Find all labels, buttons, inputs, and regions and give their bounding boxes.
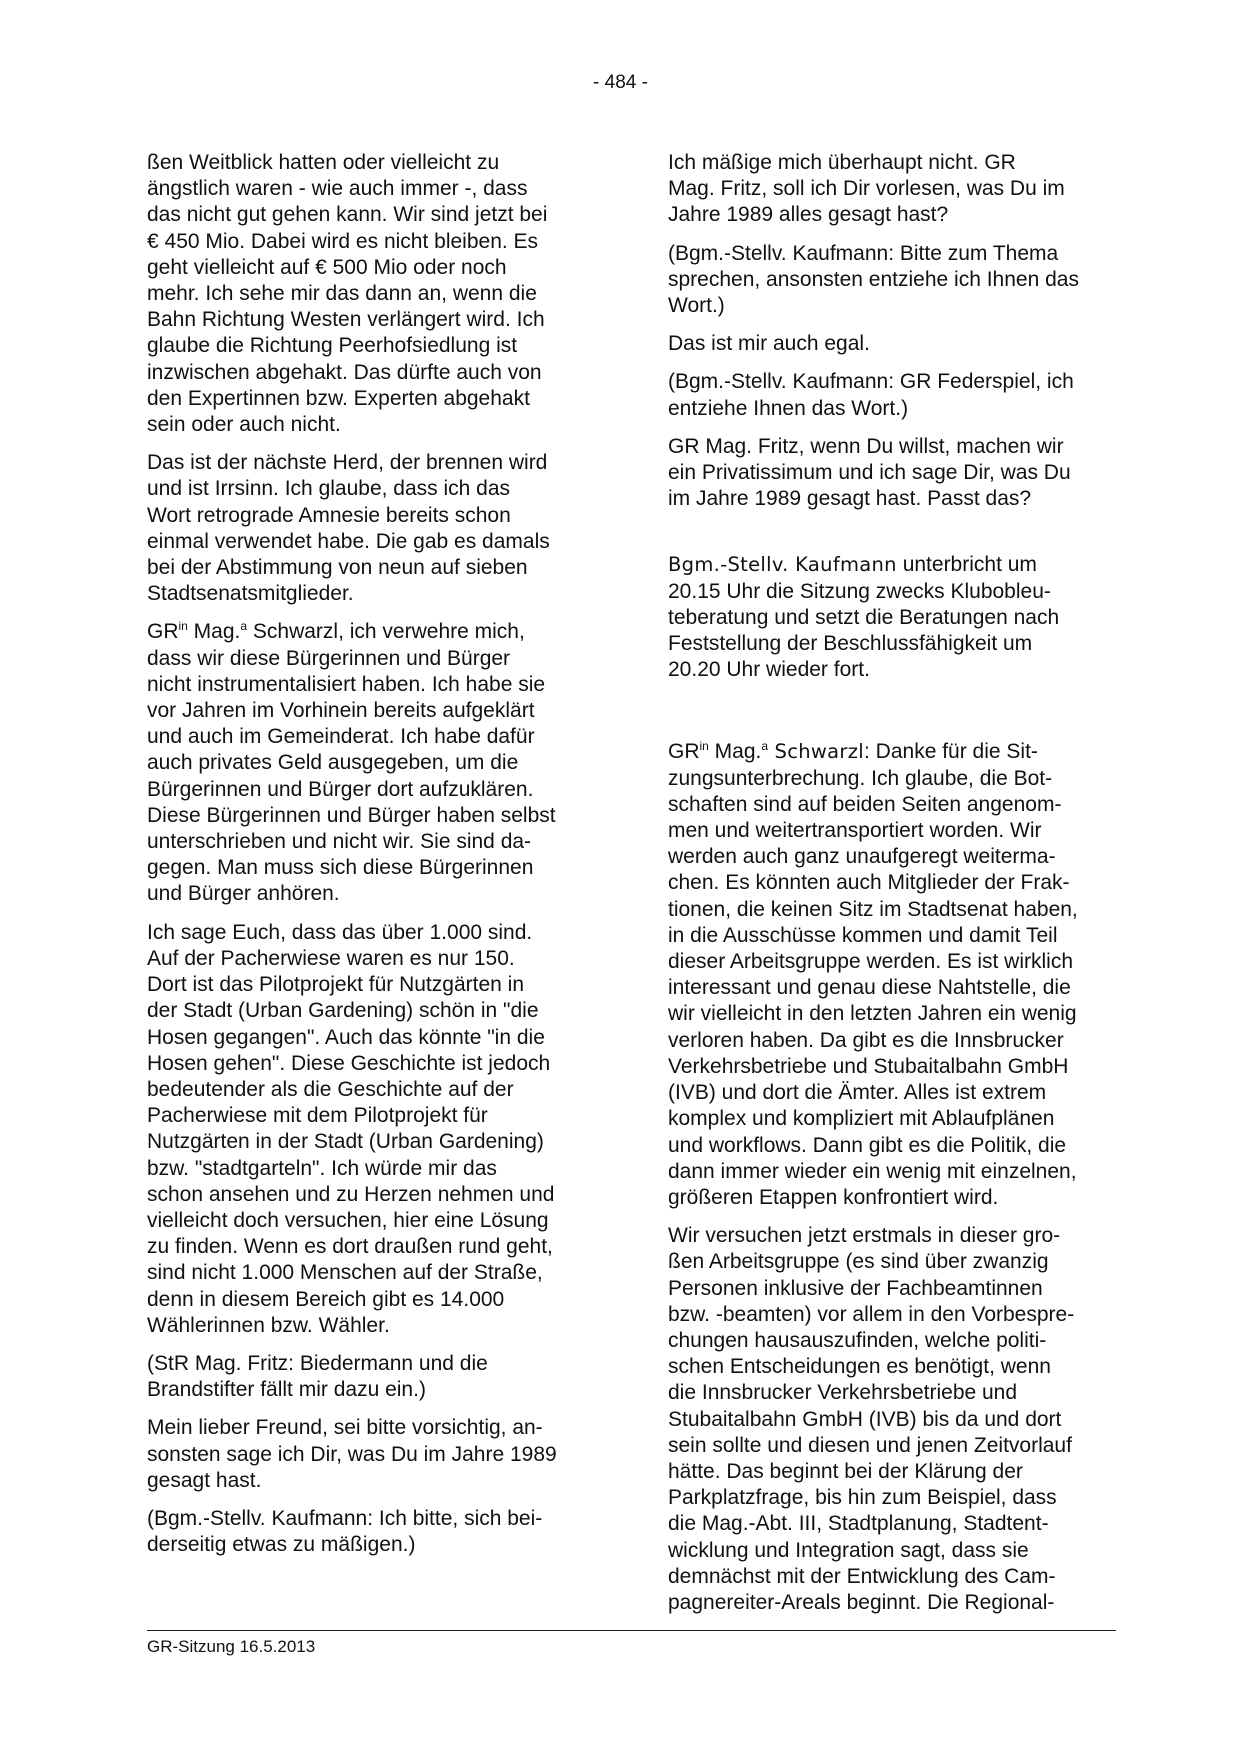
title-mag: Mag. <box>708 740 762 764</box>
title-gr-superscript: in <box>178 619 188 634</box>
footer-session-date: GR-Sitzung 16.5.2013 <box>147 1637 316 1656</box>
paragraph: Ich mäßige mich überhaupt nicht. GR Mag. Fritz, soll ich Dir vorlesen, was Du im Jahre 1989 alles gesagt hast? <box>668 151 1065 227</box>
procedural-note <box>668 552 1123 683</box>
paragraph: GR Mag. Fritz, wenn Du willst, machen wir ein Privatissimum und ich sage Dir, was Du im Jahre 1989 gesagt hast. Passt das? <box>668 434 1071 511</box>
title-gr-superscript: in <box>699 739 709 754</box>
paragraph: ßen Weitblick hatten oder vielleicht zu ängstlich waren - wie auch immer -, dass das nicht gut gehen kann. Wir sind jetzt bei € 450 Mio. Dabei wird es nicht bleiben. Es geht vielleicht auf € 500 Mio oder noch mehr. Ich sehe mir das dann an, wenn die Bahn Richtung Westen verlängert wird. Ich glaube die Richtung Peerhofsiedlung ist inzwischen abgehakt. Das dürfte auch von den Expertinnen bzw. Experten abgehakt sein oder auch nicht. <box>147 151 548 437</box>
title-gr: GR <box>668 740 700 764</box>
interjection: (StR Mag. Fritz: Biedermann und die Brandstifter fällt mir dazu ein.) <box>147 1351 488 1402</box>
interjection: (Bgm.-Stellv. Kaufmann: Bitte zum Thema sprechen, ansonsten entziehe ich Ihnen das Wort.) <box>668 241 1079 318</box>
paragraph-speaker-schwarzl <box>668 739 1123 1211</box>
title-gr: GR <box>147 620 179 644</box>
paragraph-text: : Danke für die Sit- zungsunterbrechung. Ich glaube, die Bot- schaften sind auf beiden Seiten angenom- men und weitertransportiert worden. Wir werden auch ganz unaufgeregt weiterma- chen. Es könnten auch Mitglieder der Frak- tionen, die keinen Sitz im Stadtsenat haben, in die Ausschüsse kommen und damit Teil dieser Arbeitsgruppe werden. Es ist wirklich interessant und genau diese Nahtstelle, die wir vielleicht in den letzten Jahren ein wenig verloren haben. Da gibt es die Innsbrucker Verkehrsbetriebe und Stubaitalbahn GmbH (IVB) und dort die Ämter. Alles ist extrem komplex und kompliziert mit Ablaufplänen und workflows. Dann gibt es die Politik, die dann immer wieder ein wenig mit einzelnen, größeren Etappen konfrontiert wird. <box>668 740 1078 1209</box>
paragraph: Mein lieber Freund, sei bitte vorsichtig, an- sonsten sage ich Dir, was Du im Jahre 1989 gesagt hast. <box>147 1416 557 1492</box>
title-mag-superscript: a <box>240 619 248 634</box>
interjection: (Bgm.-Stellv. Kaufmann: GR Federspiel, ich entziehe Ihnen das Wort.) <box>668 370 1074 420</box>
paragraph: Wir versuchen jetzt erstmals in dieser gro- ßen Arbeitsgruppe (es sind über zwanzig Personen inklusive der Fachbeamtinnen bzw. -beamten) vor allem in den Vorbespre- chungen hausauszufinden, welche politi- schen Entscheidungen es benötigt, wenn die Innsbrucker Verkehrsbetriebe und Stubaitalbahn GmbH (IVB) bis da und dort sein sollte und diesen und jenen Zeitvorlauf hätte. Das beginnt bei der Klärung der Parkplatzfrage, bis hin zum Beispiel, dass die Mag.-Abt. III, Stadtplanung, Stadtent- wicklung und Integration sagt, dass sie demnächst mit der Entwicklung des Cam- pagnereiter-Areals beginnt. Die Regional- <box>668 1224 1075 1614</box>
footer-divider <box>147 1630 1116 1631</box>
paragraph: Ich sage Euch, dass das über 1.000 sind. Auf der Pacherwiese waren es nur 150. Dort ist das Pilotprojekt für Nutzgärten in der Stadt (Urban Gardening) schön in "die Hosen gegangen". Auch das könnte "in die Hosen gehen". Diese Geschichte ist jedoch bedeutender als die Geschichte auf der Pacherwiese mit dem Pilotprojekt für Nutzgärten in der Stadt (Urban Gardening) bzw. "stadtgarteln". Ich würde mir das schon ansehen und zu Herzen nehmen und vielleicht doch versuchen, hier eine Lösung zu finden. Wenn es dort draußen rund geht, sind nicht 1.000 Menschen auf der Straße, denn in diesem Bereich gibt es 14.000 Wählerinnen bzw. Wähler. <box>147 920 555 1337</box>
right-column <box>668 150 1123 1628</box>
paragraph-text: Schwarzl, ich verwehre mich, dass wir diese Bürgerinnen und Bürger nicht instrumentalisiert haben. Ich habe sie vor Jahren im Vorhinein bereits aufgeklärt und auch im Gemeinderat. Ich habe dafür auch privates Geld ausgegeben, um die Bürgerinnen und Bürger dort aufzuklären. Diese Bürgerinnen und Bürger haben selbst unterschrieben und nicht wir. Sie sind da- gegen. Man muss sich diese Bürgerinnen und Bürger anhören. <box>147 620 556 906</box>
speaker-name: Schwarzl <box>768 740 864 764</box>
paragraph: Das ist mir auch egal. <box>668 332 870 356</box>
interjection: (Bgm.-Stellv. Kaufmann: Ich bitte, sich bei- derseitig etwas zu mäßigen.) <box>147 1506 543 1557</box>
page-number: - 484 - <box>593 72 648 93</box>
left-column <box>147 150 602 1570</box>
title-mag: Mag. <box>187 620 241 644</box>
paragraph-speaker-schwarzl <box>147 619 602 907</box>
paragraph: Das ist der nächste Herd, der brennen wird und ist Irrsinn. Ich glaube, dass ich das Wort retrograde Amnesie bereits schon einmal verwendet habe. Die gab es damals bei der Abstimmung von neun auf sieben Stadtsenatsmitglieder. <box>147 451 550 606</box>
speaker-name: Bgm.-Stellv. Kaufmann <box>668 553 897 577</box>
paragraph-text: unterbricht um 20.15 Uhr die Sitzung zwecks Klubobleu- teberatung und setzt die Beratungen nach Feststellung der Beschlussfähigkeit um 20.20 Uhr wieder fort. <box>668 553 1060 682</box>
title-mag-superscript: a <box>761 739 769 754</box>
